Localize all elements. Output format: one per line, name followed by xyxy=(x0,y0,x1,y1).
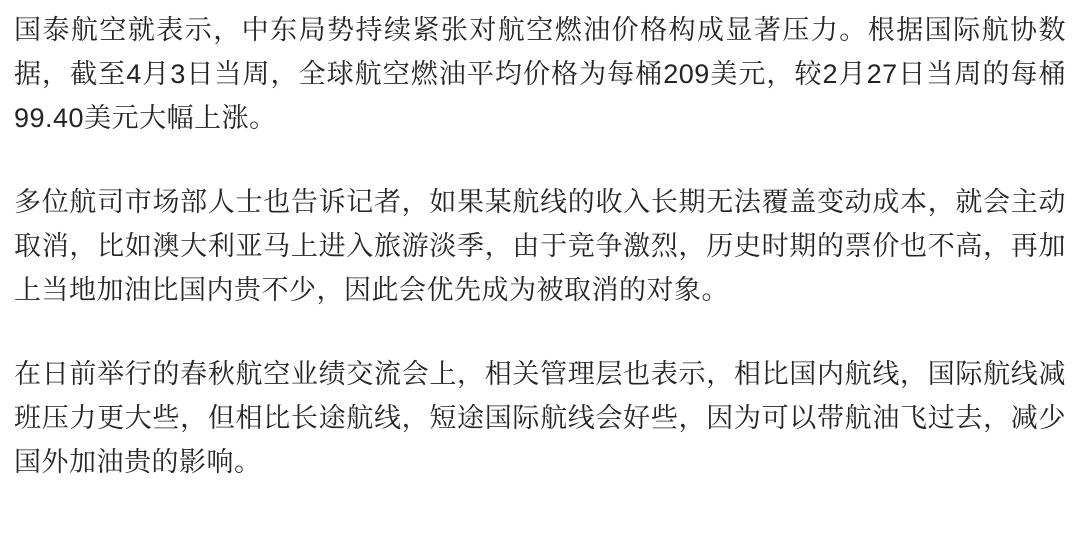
paragraph-2: 多位航司市场部人士也告诉记者，如果某航线的收入长期无法覆盖变动成本，就会主动取消，比如澳大利亚马上进入旅游淡季，由于竞争激烈，历史时期的票价也不高，再加上当地加油比国内贵不少，因此会优先成为被取消的对象。 xyxy=(14,187,1066,305)
paragraph-3: 在日前举行的春秋航空业绩交流会上，相关管理层也表示，相比国内航线，国际航线减班压力更大些，但相比长途航线，短途国际航线会好些，因为可以带航油飞过去，减少国外加油贵的影响。 xyxy=(14,359,1066,477)
paragraph-1: 国泰航空就表示，中东局势持续紧张对航空燃油价格构成显著压力。根据国际航协数据，截至4月3日当周，全球航空燃油平均价格为每桶209美元，较2月27日当周的每桶99.40美元大幅上涨。 xyxy=(14,15,1066,133)
